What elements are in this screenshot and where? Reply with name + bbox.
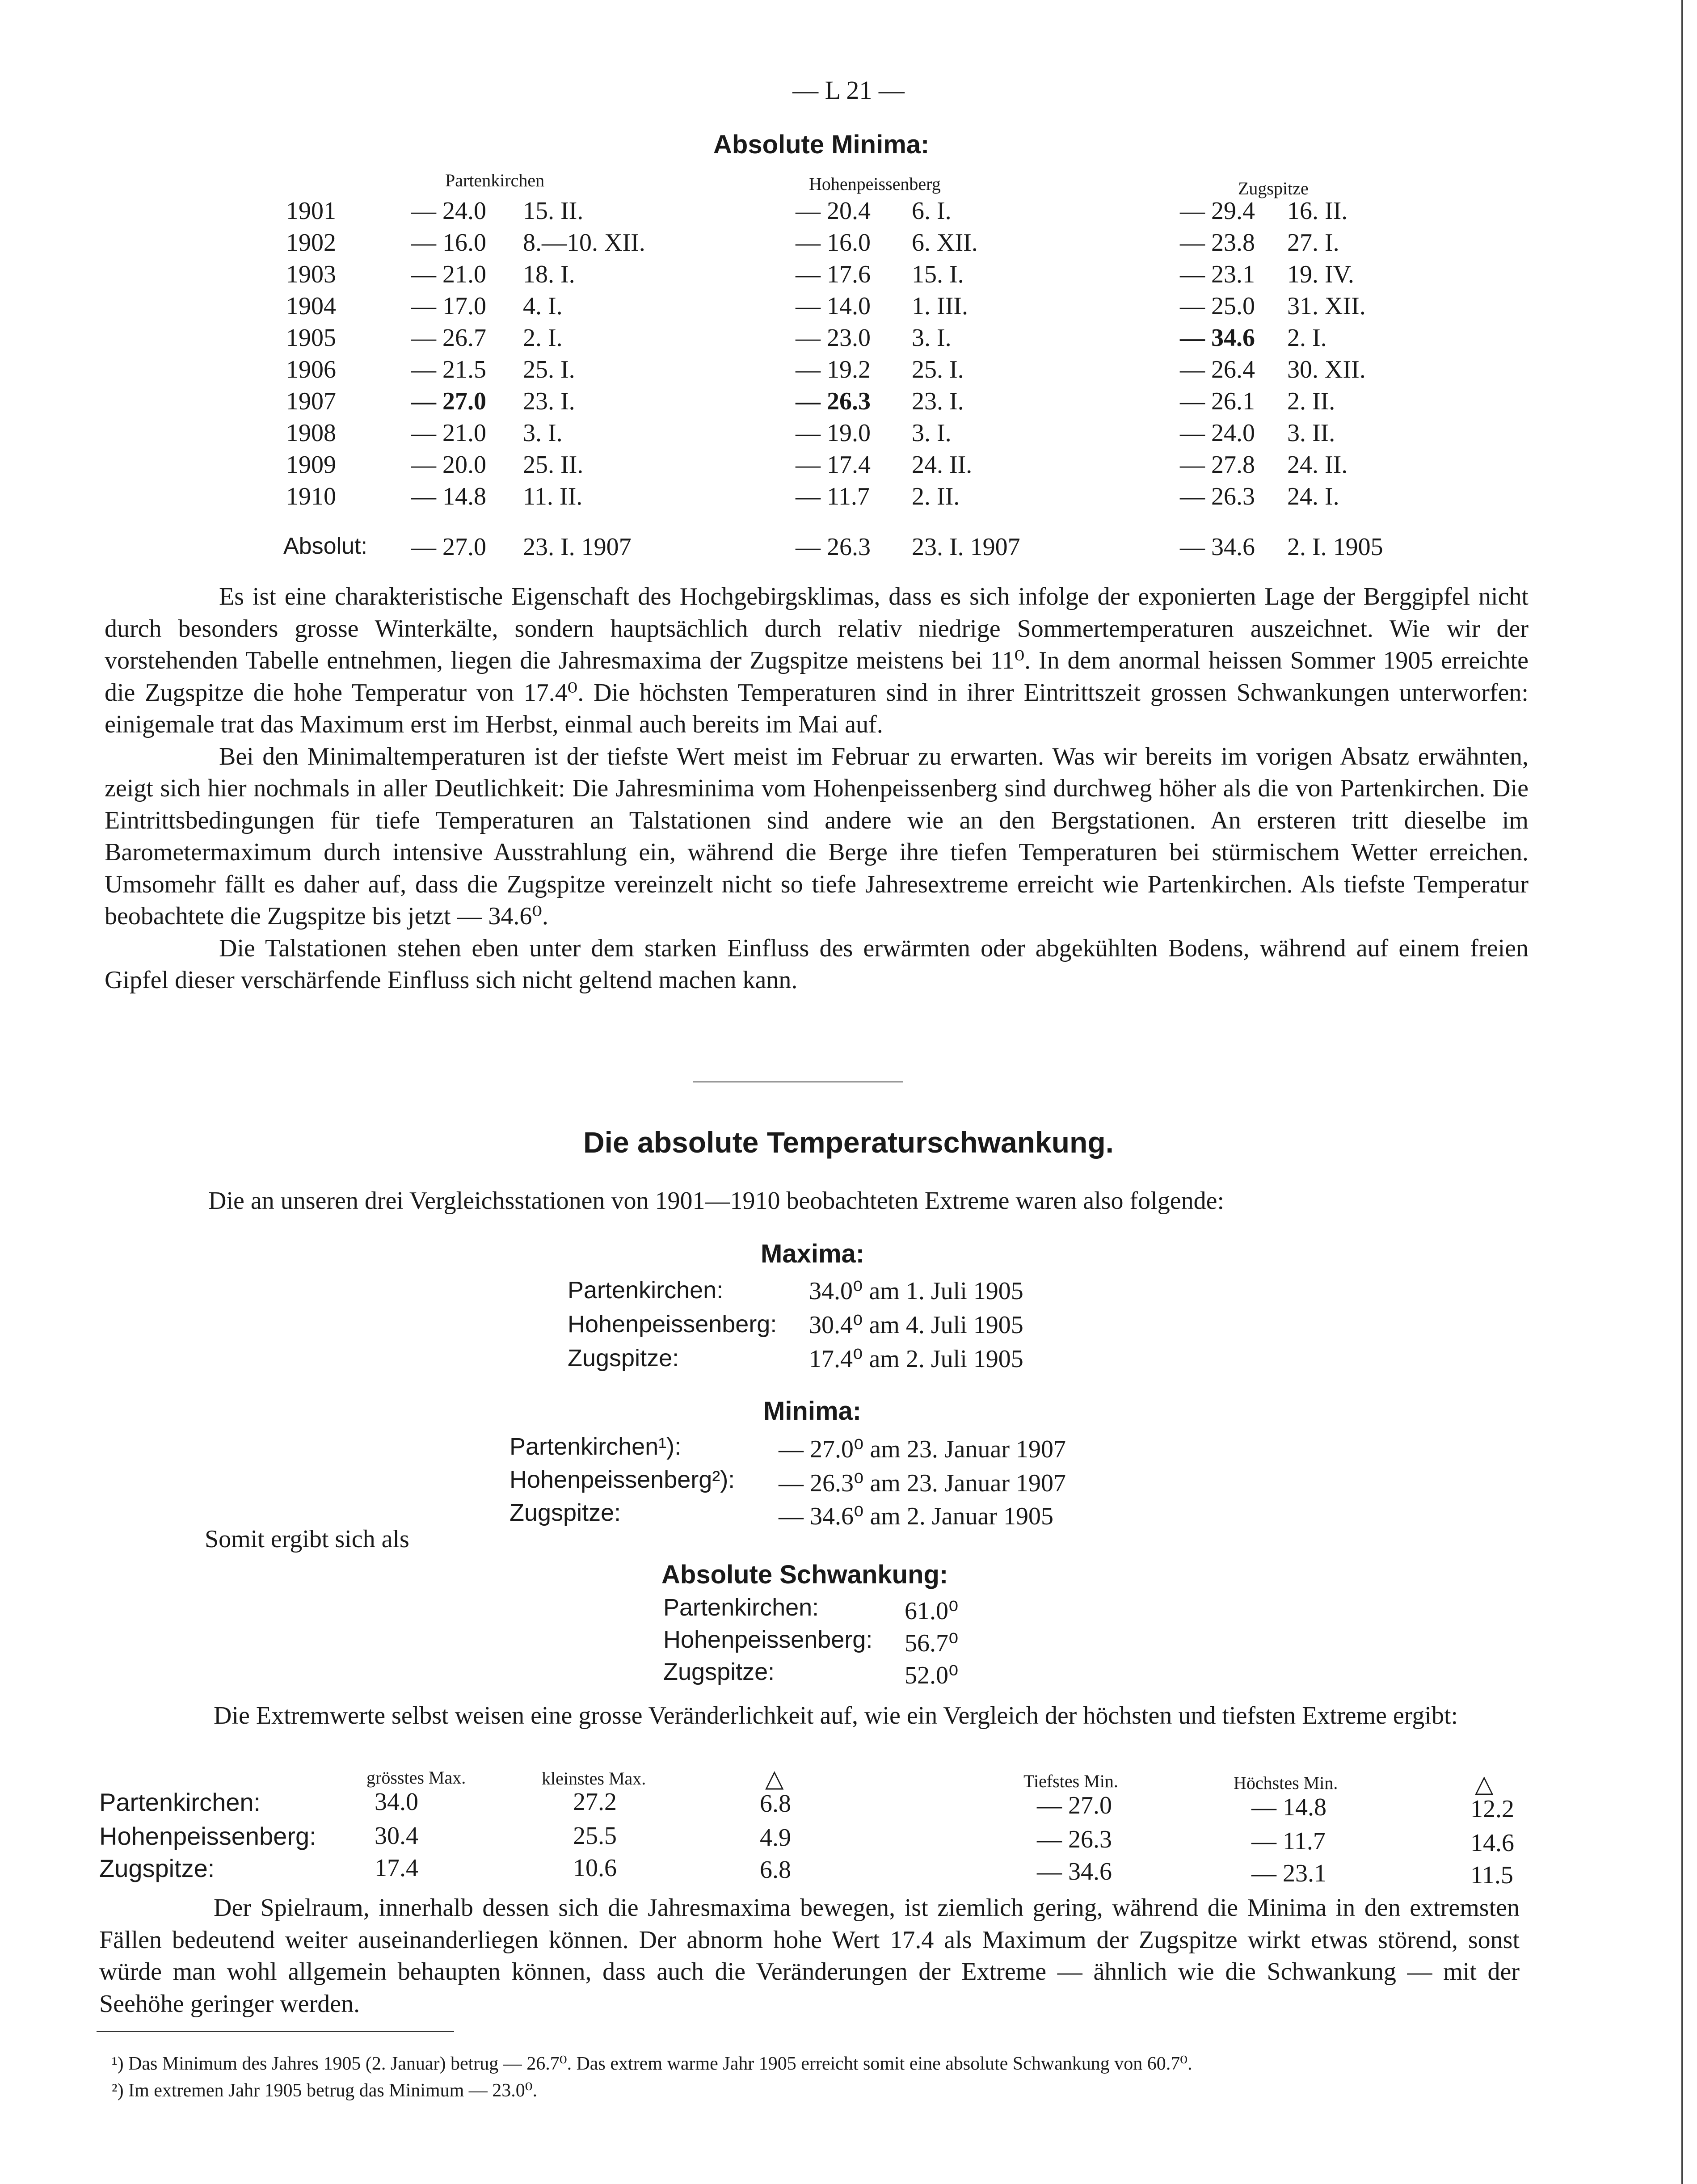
h-value-cell: — 17.4 [796,451,871,479]
delta-cell: 6.8 [760,1856,791,1884]
section-divider [693,1081,903,1082]
z-date-cell: 30. XII. [1287,356,1366,383]
minima-value: — 27.0⁰ am 23. Januar 1907 [779,1435,1066,1463]
h-value-cell: — 14.0 [796,292,871,320]
delta-cell: 4.9 [760,1824,791,1852]
table-row [0,1822,1697,1855]
minima-table [0,197,1697,590]
p-date-cell: 8.—10. XII. [523,229,645,257]
p-date-cell: 2. I. [523,324,563,352]
station-label: Zugspitze: [663,1658,775,1685]
z-date-cell: 2. I. [1287,324,1327,352]
h-date-cell: 23. I. [912,387,964,415]
h-value-cell: — 23.0 [796,324,871,352]
p-date-cell: 3. I. [523,419,563,447]
body-text [99,1700,1520,1732]
z-date-cell: 2. I. 1905 [1287,533,1383,561]
minima-heading: Absolute Minima: [713,130,930,159]
absolut-label: Absolut: [283,533,367,559]
gmax-cell: 34.0 [375,1788,418,1816]
year-cell: 1902 [286,229,336,257]
body-text [99,1892,1520,2020]
h-value-cell: — 26.3 [796,533,871,561]
hmin-cell: — 23.1 [1251,1860,1326,1887]
tmin-cell: — 26.3 [1037,1826,1112,1853]
h-value-cell: — 26.3 [796,387,871,415]
delta-cell: 14.6 [1470,1829,1514,1857]
h-date-cell: 6. I. [912,197,952,225]
schwankung-value: 61.0⁰ [905,1597,959,1625]
kmax-cell: 27.2 [573,1788,617,1816]
station-label: Zugspitze: [510,1499,621,1526]
year-cell: 1908 [286,419,336,447]
col-header: Höchstes Min. [1234,1773,1338,1793]
station-label: Zugspitze: [568,1345,679,1372]
station-label: Hohenpeissenberg²): [510,1466,735,1493]
z-value-cell: — 34.6 [1180,324,1255,352]
page-edge [1681,0,1683,2184]
h-date-cell: 2. II. [912,483,960,510]
year-cell: 1901 [286,197,336,225]
maxima-heading: Maxima: [761,1239,865,1268]
h-date-cell: 15. I. [912,261,964,288]
station-label: Partenkirchen¹): [510,1433,682,1460]
h-date-cell: 6. XII. [912,229,978,257]
h-value-cell: — 17.6 [796,261,871,288]
col-header-zugspitze: Zugspitze [1238,178,1309,198]
gmax-cell: 30.4 [375,1822,418,1850]
z-date-cell: 24. I. [1287,483,1339,510]
paragraph: Es ist eine charakteristische Eigenschaft des Hochgebirgsklimas, dass es sich infolge der exponierten Lage der Berggipfel nicht durch besonders grosse Winterkälte, sondern hauptsächlich durch relativ niedrige Sommertemperaturen auszeichnet. Wie wir der vorstehenden Tabelle entnehmen, liegen die Jahresmaxima der Zugspitze meistens bei 11⁰. In dem anormal heissen Sommer 1905 erreichte die Zugspitze die hohe Temperatur von 17.4⁰. Die höchsten Temperaturen sind in ihrer Eintrittszeit grossen Schwankungen unterworfen: einigemale trat das Maximum erst im Herbst, einmal auch bereits im Mai auf. [105,583,1529,738]
delta-cell: 11.5 [1470,1861,1513,1889]
p-value-cell: — 24.0 [411,197,486,225]
footnote: ¹) Das Minimum des Jahres 1905 (2. Januar) betrug — 26.7⁰. Das extrem warme Jahr 1905 erreicht somit eine absolute Schwankung von 60.7⁰. [112,2054,1192,2074]
z-value-cell: — 34.6 [1180,533,1255,561]
body-text [105,581,1529,997]
p-value-cell: — 27.0 [411,387,486,415]
maxima-value: 34.0⁰ am 1. Juli 1905 [809,1277,1023,1305]
h-date-cell: 1. III. [912,292,968,320]
schwankung-value: 56.7⁰ [905,1629,959,1657]
page-header: — L 21 — [792,76,905,105]
p-value-cell: — 21.5 [411,356,486,383]
h-value-cell: — 11.7 [796,483,870,510]
h-date-cell: 3. I. [912,324,952,352]
section-title: Die absolute Temperaturschwankung. [583,1126,1114,1159]
table-row [0,1854,1697,1887]
minima-subheading: Minima: [763,1397,862,1426]
p-value-cell: — 17.0 [411,292,486,320]
h-date-cell: 25. I. [912,356,964,383]
hmin-cell: — 11.7 [1251,1827,1326,1855]
h-value-cell: — 16.0 [796,229,871,257]
h-value-cell: — 19.2 [796,356,871,383]
station-label: Zugspitze: [99,1854,215,1882]
h-date-cell: 23. I. 1907 [912,533,1020,561]
z-value-cell: — 27.8 [1180,451,1255,479]
p-date-cell: 18. I. [523,261,575,288]
section-intro: Die an unseren drei Vergleichsstationen von 1901—1910 beobachteten Extreme waren also folgende: [208,1187,1225,1215]
maxima-value: 30.4⁰ am 4. Juli 1905 [809,1311,1023,1339]
delta-cell: 6.8 [760,1790,791,1818]
h-value-cell: — 20.4 [796,197,871,225]
footnote: ²) Im extremen Jahr 1905 betrug das Minimum — 23.0⁰. [112,2080,538,2101]
z-value-cell: — 25.0 [1180,292,1255,320]
year-cell: 1904 [286,292,336,320]
year-cell: 1906 [286,356,336,383]
z-date-cell: 19. IV. [1287,261,1354,288]
station-label: Partenkirchen: [99,1788,261,1816]
schwankung-heading: Absolute Schwankung: [661,1560,948,1589]
station-label: Partenkirchen: [568,1277,724,1304]
col-header: Tiefstes Min. [1023,1771,1118,1791]
z-value-cell: — 23.1 [1180,261,1255,288]
footnote-rule [97,2031,454,2032]
kmax-cell: 10.6 [573,1854,617,1882]
z-date-cell: 31. XII. [1287,292,1366,320]
delta-header: △ [1475,1771,1494,1797]
col-header-hohenpeissenberg: Hohenpeissenberg [809,174,941,194]
z-value-cell: — 26.4 [1180,356,1255,383]
p-value-cell: — 21.0 [411,261,486,288]
z-date-cell: 2. II. [1287,387,1335,415]
p-date-cell: 23. I. [523,387,575,415]
h-date-cell: 24. II. [912,451,973,479]
delta-cell: 12.2 [1470,1795,1514,1823]
p-date-cell: 11. II. [523,483,583,510]
col-header-partenkirchen: Partenkirchen [445,170,545,190]
h-value-cell: — 19.0 [796,419,871,447]
z-date-cell: 24. II. [1287,451,1348,479]
kmax-cell: 25.5 [573,1822,617,1850]
maxima-value: 17.4⁰ am 2. Juli 1905 [809,1345,1023,1373]
z-date-cell: 27. I. [1287,229,1339,257]
gmax-cell: 17.4 [375,1854,418,1882]
year-cell: 1910 [286,483,336,510]
paragraph: Die Extremwerte selbst weisen eine grosse Veränderlichkeit auf, wie ein Vergleich der höchsten und tiefsten Extreme ergibt: [214,1702,1458,1730]
p-value-cell: — 20.0 [411,451,486,479]
station-label: Hohenpeissenberg: [663,1626,873,1653]
p-date-cell: 15. II. [523,197,584,225]
station-label: Hohenpeissenberg: [99,1822,316,1850]
z-date-cell: 3. II. [1287,419,1335,447]
year-cell: 1905 [286,324,336,352]
z-date-cell: 16. II. [1287,197,1348,225]
extreme-table [0,1761,1697,1895]
p-value-cell: — 26.7 [411,324,486,352]
paragraph: Der Spielraum, innerhalb dessen sich die Jahresmaxima bewegen, ist ziemlich gering, während die Minima in den extremsten Fällen bedeutend weiter auseinanderliegen können. Der abnorm hohe Wert 17.4 als Maximum der Zugspitze wirkt etwas störend, sonst würde man wohl allgemein behaupten können, dass auch die Veränderungen der Extreme — ähnlich wie die Schwankung — mit der Seehöhe geringer werden. [99,1894,1520,2018]
station-label: Hohenpeissenberg: [568,1311,777,1338]
table-row [0,1788,1697,1821]
tmin-cell: — 34.6 [1037,1858,1112,1885]
col-header: kleinstes Max. [542,1768,646,1788]
year-cell: 1909 [286,451,336,479]
z-value-cell: — 26.3 [1180,483,1255,510]
p-value-cell: — 21.0 [411,419,486,447]
z-value-cell: — 23.8 [1180,229,1255,257]
year-cell: 1903 [286,261,336,288]
p-value-cell: — 14.8 [411,483,486,510]
minima-value: — 26.3⁰ am 23. Januar 1907 [779,1469,1066,1497]
p-date-cell: 25. II. [523,451,584,479]
p-date-cell: 4. I. [523,292,563,320]
z-value-cell: — 24.0 [1180,419,1255,447]
minima-value: — 34.6⁰ am 2. Januar 1905 [779,1502,1054,1530]
z-value-cell: — 29.4 [1180,197,1255,225]
z-value-cell: — 26.1 [1180,387,1255,415]
delta-header: △ [765,1765,784,1792]
p-value-cell: — 27.0 [411,533,486,561]
h-date-cell: 3. I. [912,419,952,447]
year-cell: 1907 [286,387,336,415]
tmin-cell: — 27.0 [1037,1792,1112,1819]
p-value-cell: — 16.0 [411,229,486,257]
schwankung-value: 52.0⁰ [905,1662,959,1689]
hmin-cell: — 14.8 [1251,1793,1326,1821]
somit-text: Somit ergibt sich als [205,1525,409,1553]
p-date-cell: 25. I. [523,356,575,383]
col-header: grösstes Max. [366,1767,466,1788]
station-label: Partenkirchen: [663,1594,819,1621]
p-date-cell: 23. I. 1907 [523,533,632,561]
paragraph: Die Talstationen stehen eben unter dem starken Einfluss des erwärmten oder abgekühlten Bodens, während auf einem freien Gipfel dieser verschärfende Einfluss sich nicht geltend machen kann. [105,934,1529,994]
paragraph: Bei den Minimaltemperaturen ist der tiefste Wert meist im Februar zu erwarten. Was wir bereits im vorigen Absatz erwähnten, zeigt sich hier nochmals in aller Deutlichkeit: Die Jahresminima vom Hohenpeissenberg sind durchweg höher als die von Partenkirchen. Die Eintrittsbedingungen für tiefe Temperaturen an Talstationen sind andere wie an den Bergstationen. An ersteren tritt dieselbe im Barometermaximum durch intensive Ausstrahlung ein, während die Berge ihre tiefen Temperaturen bei stürmischem Wetter erreichen. Umsomehr fällt es daher auf, dass die Zugspitze vereinzelt nicht so tiefe Jahresextreme erreicht wie Partenkirchen. Als tiefste Temperatur beobachtete die Zugspitze bis jetzt — 34.6⁰. [105,742,1529,930]
